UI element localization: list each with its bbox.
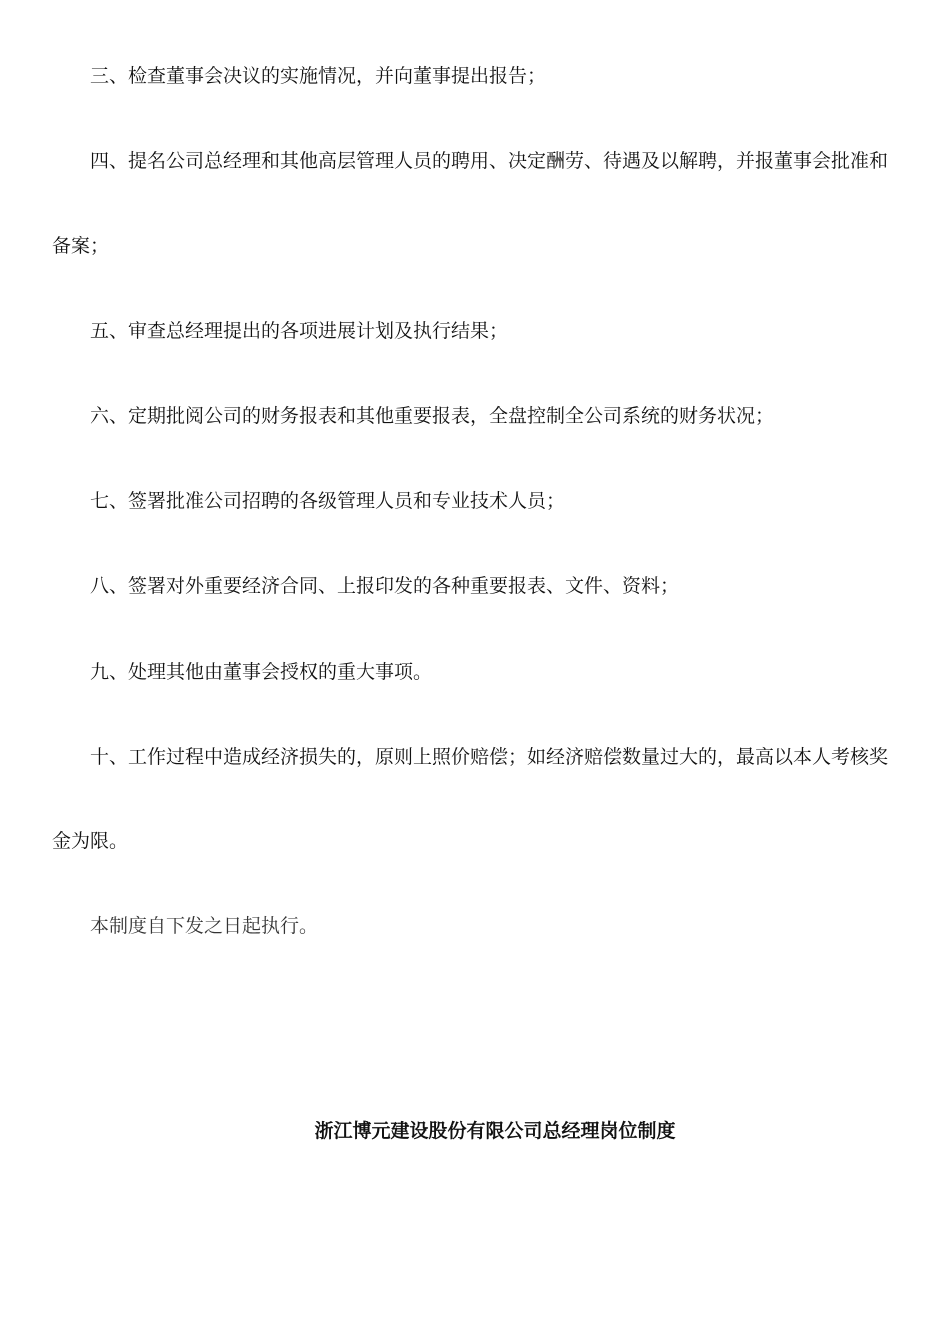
duty-item-7: 七、签署批准公司招聘的各级管理人员和专业技术人员；	[90, 490, 566, 512]
duty-item-8: 八、签署对外重要经济合同、上报印发的各种重要报表、文件、资料；	[90, 575, 680, 597]
duty-item-5: 五、审查总经理提出的各项进展计划及执行结果；	[90, 320, 509, 342]
duty-item-9: 九、处理其他由董事会授权的重大事项。	[90, 661, 433, 683]
duty-item-3: 三、检查董事会决议的实施情况，并向董事提出报告；	[90, 65, 547, 87]
duty-item-4-line-1: 四、提名公司总经理和其他高层管理人员的聘用、决定酬劳、待遇及以解聘，并报董事会批准和	[90, 150, 889, 172]
document-title: 浙江博元建设股份有限公司总经理岗位制度	[314, 1120, 676, 1142]
duty-item-4-line-2: 备案；	[52, 235, 110, 257]
duty-item-6: 六、定期批阅公司的财务报表和其他重要报表，全盘控制全公司系统的财务状况；	[90, 405, 775, 427]
closing-note: 本制度自下发之日起执行。	[90, 915, 319, 937]
duty-item-10-line-2: 金为限。	[52, 830, 129, 852]
duty-item-10-line-1: 十、工作过程中造成经济损失的，原则上照价赔偿；如经济赔偿数量过大的，最高以本人考核奖	[90, 746, 889, 768]
